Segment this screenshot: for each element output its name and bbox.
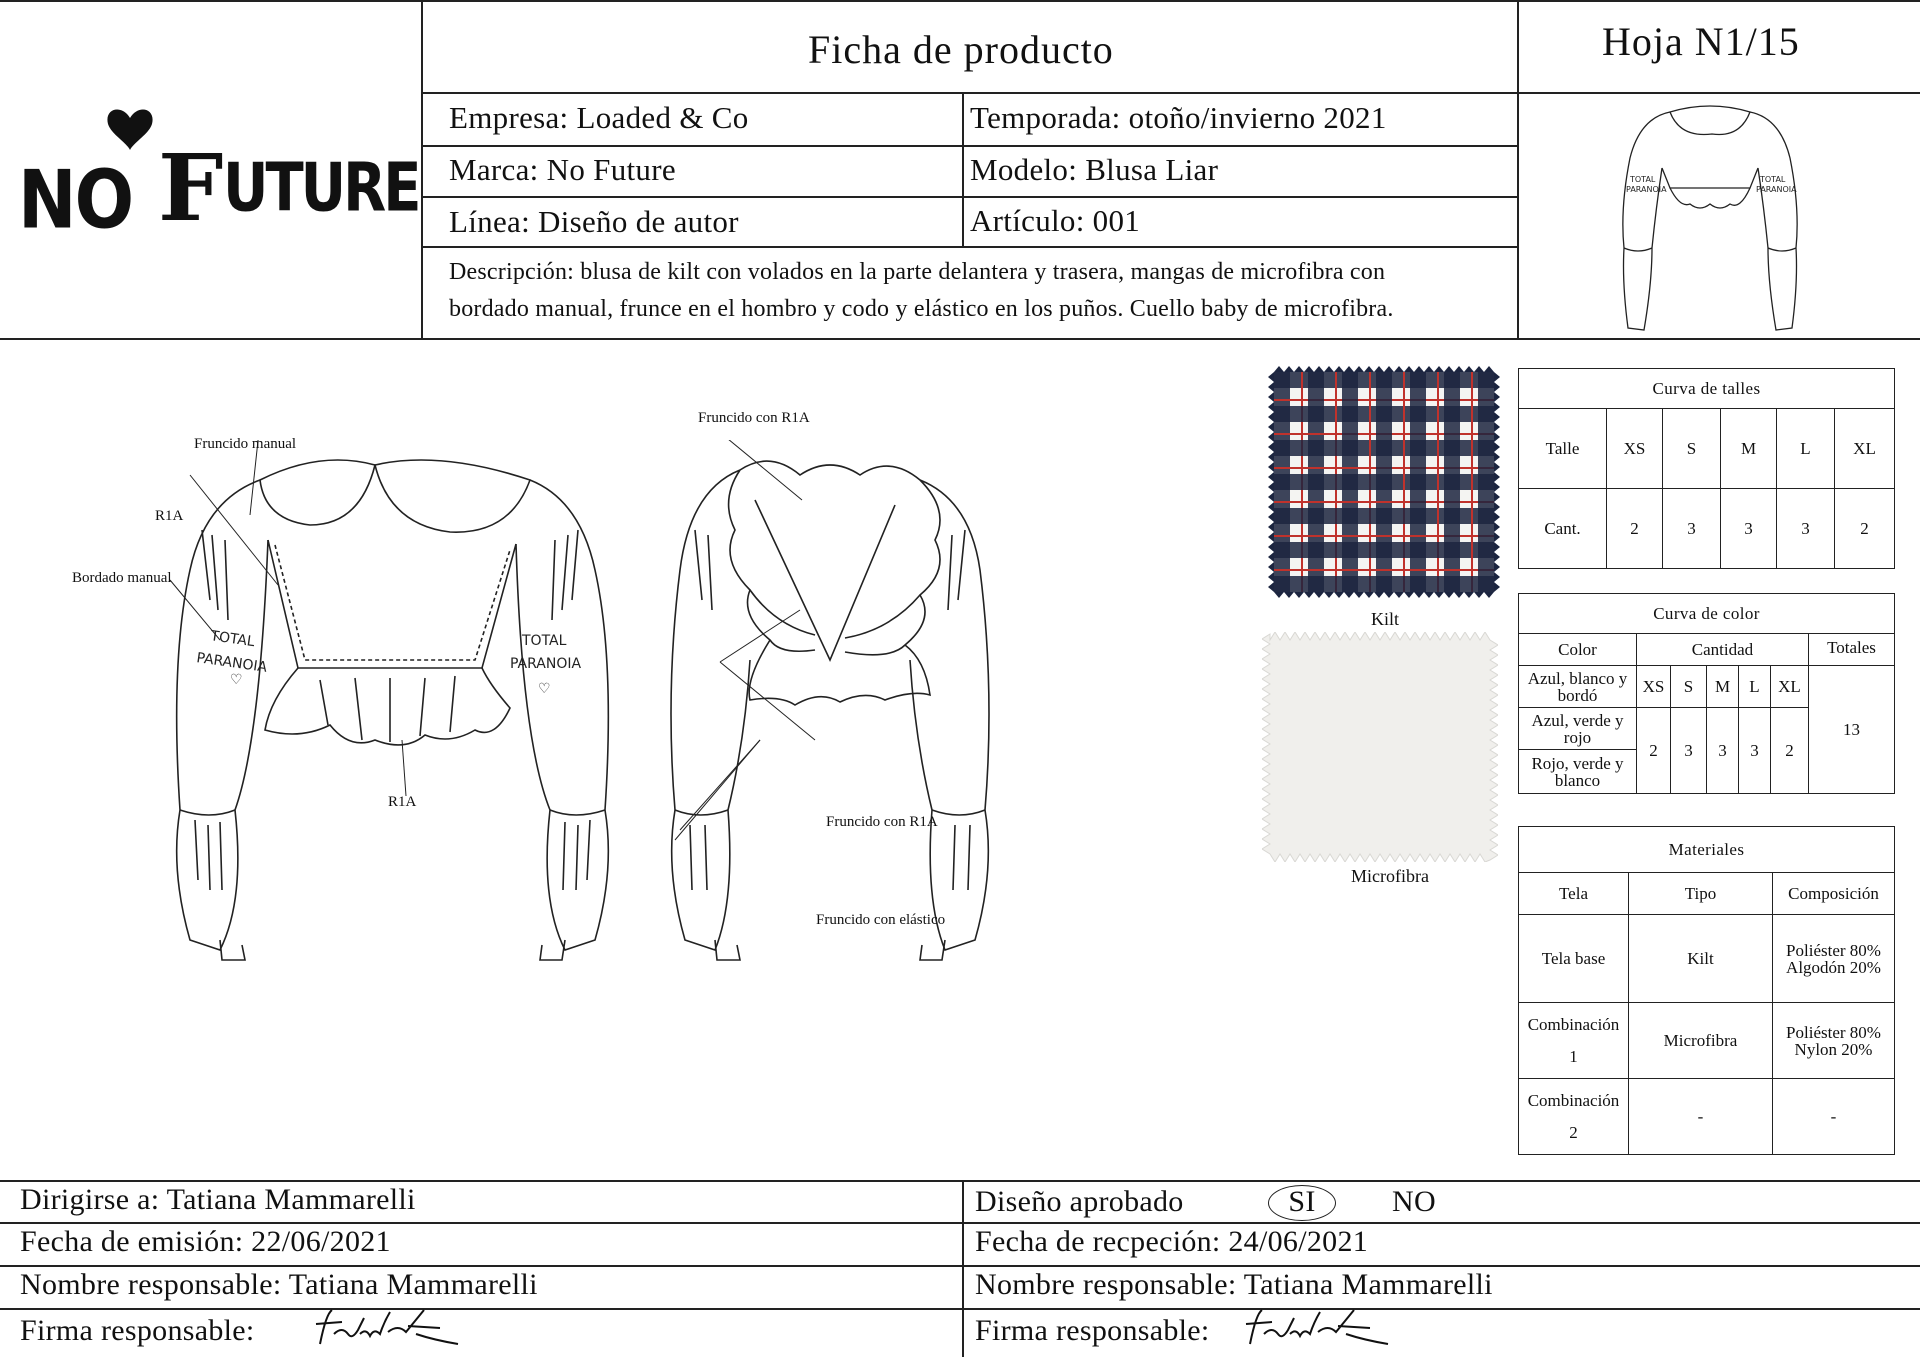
material-row-3-tela-2: 2 [1569, 1122, 1578, 1142]
heart-icon [107, 109, 152, 150]
color-size-xs: XS [1637, 666, 1671, 708]
material-row-3-tela [1519, 1079, 1629, 1155]
cantidad-col-header: Cantidad [1637, 634, 1809, 666]
header-top-border [0, 0, 1920, 2]
totales-col-header: Totales [1809, 634, 1895, 666]
temporada-field: Temporada: otoño/invierno 2021 [970, 100, 1387, 135]
signature-icon [1242, 1302, 1392, 1354]
modelo-field: Modelo: Blusa Liar [970, 152, 1219, 187]
svg-text:PARANOIA: PARANOIA [1756, 185, 1797, 194]
sheet-number: Hoja N1/15 [1602, 19, 1800, 64]
size-xs: XS [1607, 409, 1663, 489]
tela-col-header: Tela [1519, 873, 1629, 915]
materiales-table [1518, 826, 1895, 1155]
curva-color-table [1518, 593, 1895, 794]
material-row-2-tela-1: Combinación [1527, 1014, 1620, 1034]
callout-r1a-bottom: R1A [388, 794, 417, 810]
color-size-l: L [1739, 666, 1771, 708]
microfibra-label: Microfibra [1351, 866, 1429, 886]
approval-si-option[interactable]: SI [1268, 1185, 1336, 1221]
cant-label: Cant. [1519, 489, 1607, 569]
responsable-right-field: Nombre responsable: Tatiana Mammarelli [975, 1268, 1493, 1301]
svg-text:♡: ♡ [230, 673, 243, 688]
materiales-title: Materiales [1519, 827, 1895, 873]
blouse-thumbnail-icon [1600, 98, 1820, 338]
svg-text:TOTAL: TOTAL [522, 633, 567, 649]
material-row-2-comp-1: Poliéster 80% [1786, 1022, 1881, 1042]
svg-text:NO: NO [18, 152, 133, 247]
material-row-1-tipo: Kilt [1629, 915, 1773, 1003]
qty-xs: 2 [1607, 489, 1663, 569]
talle-label: Talle [1519, 409, 1607, 489]
color-row-1: Azul, blanco y bordó [1519, 666, 1637, 708]
svg-text:PARANOIA: PARANOIA [195, 650, 269, 676]
material-row-1-comp-1: Poliéster 80% [1786, 940, 1881, 960]
svg-text:PARANOIA: PARANOIA [510, 656, 582, 672]
kilt-fabric-icon [1268, 366, 1500, 598]
microfibra-fabric-icon [1262, 632, 1498, 862]
material-row-2-comp-2: Nylon 20% [1794, 1039, 1873, 1059]
approval-no-option[interactable]: NO [1392, 1185, 1436, 1218]
row4-divider [421, 246, 1518, 248]
size-xl: XL [1835, 409, 1895, 489]
material-row-3-comp: - [1773, 1079, 1895, 1155]
qty-s: 3 [1663, 489, 1721, 569]
signature-left [312, 1304, 462, 1354]
size-s: S [1663, 409, 1721, 489]
curva-talles-title: Curva de talles [1519, 369, 1895, 409]
svg-text:TOTAL: TOTAL [1760, 175, 1786, 184]
material-row-1-tela: Tela base [1519, 915, 1629, 1003]
logo-divider [421, 0, 423, 339]
qty-l: 3 [1777, 489, 1835, 569]
row2-divider [421, 145, 1518, 147]
material-row-3-tela-1: Combinación [1527, 1090, 1620, 1110]
svg-text:TOTAL: TOTAL [209, 628, 256, 651]
color-row-3: Rojo, verde y blanco [1519, 750, 1637, 794]
header-bottom-border [0, 338, 1920, 340]
svg-text:UTURE: UTURE [223, 148, 418, 227]
footer-row4-border [0, 1308, 1920, 1310]
title-divider [421, 92, 1920, 94]
color-col-header: Color [1519, 634, 1637, 666]
color-qty-xs: 2 [1637, 708, 1671, 794]
row3-divider [421, 196, 1518, 198]
svg-text:TOTAL: TOTAL [1630, 175, 1656, 184]
firma-right-label: Firma responsable: [975, 1314, 1210, 1347]
info-mid-divider [962, 92, 964, 247]
callout-fruncido-manual: Fruncido manual [194, 436, 297, 452]
microfibra-swatch [1262, 632, 1498, 862]
marca-field: Marca: No Future [449, 152, 676, 187]
material-row-2-tela [1519, 1003, 1629, 1079]
color-qty-xl: 2 [1771, 708, 1809, 794]
kilt-swatch [1268, 366, 1500, 598]
color-qty-s: 3 [1671, 708, 1707, 794]
material-row-3-tipo: - [1629, 1079, 1773, 1155]
articulo-field: Artículo: 001 [970, 203, 1141, 238]
composicion-col-header: Composición [1773, 873, 1895, 915]
callout-fruncido-r1a-mid: Fruncido con R1A [826, 814, 938, 830]
color-size-m: M [1707, 666, 1739, 708]
blouse-front-icon [150, 440, 630, 1010]
firma-left-label: Firma responsable: [20, 1314, 255, 1347]
color-size-xl: XL [1771, 666, 1809, 708]
size-m: M [1721, 409, 1777, 489]
tipo-col-header: Tipo [1629, 873, 1773, 915]
color-qty-m: 3 [1707, 708, 1739, 794]
footer-row3-border [0, 1265, 1920, 1267]
callout-fruncido-elastico: Fruncido con elástico [816, 912, 946, 928]
signature-icon [312, 1304, 462, 1354]
fecha-recepcion-field: Fecha de recpeción: 24/06/2021 [975, 1225, 1369, 1258]
material-row-2-tipo: Microfibra [1629, 1003, 1773, 1079]
footer-row2-border [0, 1222, 1920, 1224]
material-row-1-comp-2: Algodón 20% [1786, 957, 1881, 977]
front-view-sketch [150, 440, 630, 1010]
color-row-2: Azul, verde y rojo [1519, 708, 1637, 750]
fecha-emision-field: Fecha de emisión: 22/06/2021 [20, 1225, 391, 1258]
svg-text:F: F [158, 134, 224, 242]
kilt-label: Kilt [1370, 609, 1399, 629]
page-title: Ficha de producto [808, 27, 1114, 72]
callout-r1a-top: R1A [155, 508, 184, 524]
no-future-logo-icon [18, 100, 418, 250]
callout-bordado-manual: Bordado manual [72, 570, 172, 586]
diseno-aprobado-label: Diseño aprobado [975, 1185, 1184, 1218]
empresa-field: Empresa: Loaded & Co [449, 100, 749, 135]
material-row-1-comp [1773, 915, 1895, 1003]
curva-color-title: Curva de color [1519, 594, 1895, 634]
size-l: L [1777, 409, 1835, 489]
color-size-s: S [1671, 666, 1707, 708]
material-row-2-tela-2: 1 [1569, 1046, 1578, 1066]
brand-logo [18, 100, 418, 250]
footer-mid-divider [962, 1180, 964, 1357]
color-total: 13 [1809, 666, 1895, 794]
signature-right [1242, 1302, 1392, 1354]
thumbnail-sketch [1600, 98, 1820, 338]
responsable-left-field: Nombre responsable: Tatiana Mammarelli [20, 1268, 538, 1301]
description-line-1: Descripción: blusa de kilt con volados en la parte delantera y trasera, mangas de microfibra con [449, 259, 1386, 285]
dirigirse-field: Dirigirse a: Tatiana Mammarelli [20, 1183, 416, 1216]
qty-m: 3 [1721, 489, 1777, 569]
svg-text:PARANOIA: PARANOIA [1626, 185, 1667, 194]
qty-xl: 2 [1835, 489, 1895, 569]
color-qty-l: 3 [1739, 708, 1771, 794]
curva-talles-table [1518, 368, 1895, 569]
material-row-2-comp [1773, 1003, 1895, 1079]
svg-text:♡: ♡ [538, 682, 551, 697]
callout-fruncido-r1a-top: Fruncido con R1A [698, 410, 810, 426]
description-line-2: bordado manual, frunce en el hombro y codo y elástico en los puños. Cuello baby de microfibra. [449, 296, 1394, 322]
description [449, 254, 1519, 328]
footer-top-border [0, 1180, 1920, 1182]
linea-field: Línea: Diseño de autor [449, 204, 739, 239]
